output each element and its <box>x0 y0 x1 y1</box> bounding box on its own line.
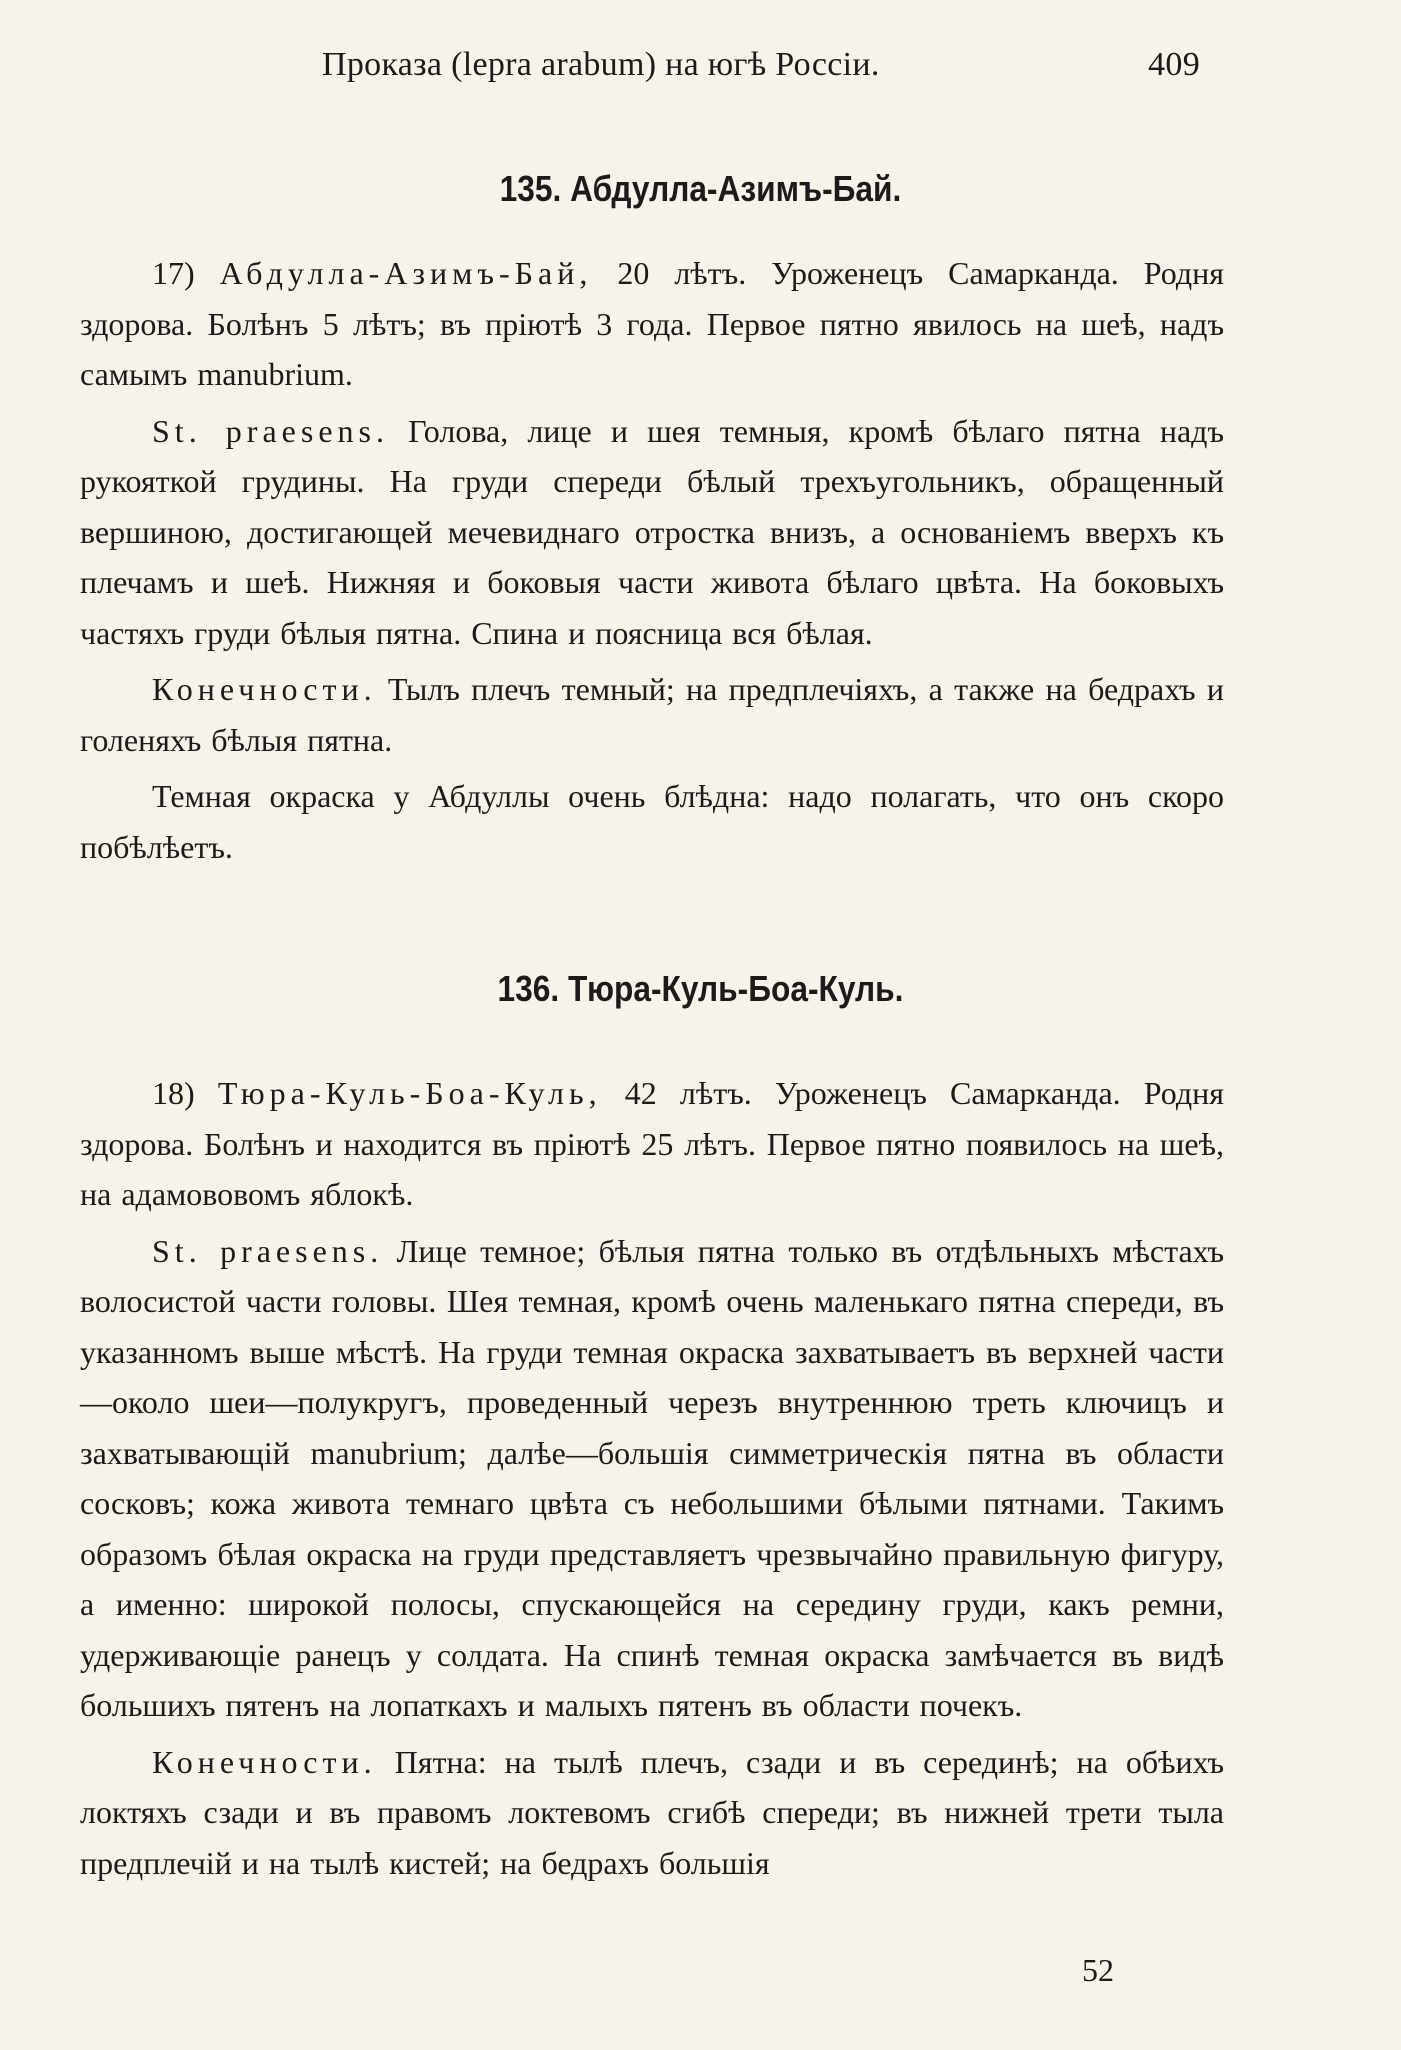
paragraph <box>80 664 1224 765</box>
paragraph-text: 20 лѣтъ. Уроженецъ Самарканда. Родня здорова. Болѣнъ 5 лѣтъ; въ пріютѣ 3 года. Первое пятно явилось на шеѣ, надъ самымъ manubrium. <box>80 255 1224 392</box>
paragraph-text: Лице темное; бѣлыя пятна только въ отдѣльныхъ мѣстахъ волосистой части головы. Шея темная, кромѣ очень маленькаго пятна спереди, въ указанномъ выше мѣстѣ. На груди темная окраска захватываетъ въ верхней части—около шеи—полукругъ, проведенный черезъ внутреннюю треть ключицъ и захватывающій manubrium; далѣе—большія симметрическія пятна въ области сосковъ; кожа живота темнаго цвѣта съ небольшими бѣлыми пятнами. Такимъ образомъ бѣлая окраска на груди представляетъ чрезвычайно правильную фигуру, а именно: широкой полосы, спускающейся на середину груди, какъ ремни, удерживающіе ранецъ у солдата. На спинѣ темная окраска замѣчается въ видѣ большихъ пятенъ на лопаткахъ и малыхъ пятенъ въ области почекъ. <box>80 1232 1225 1723</box>
case-number: 17) <box>152 255 220 291</box>
subheading-limbs: Конечности. <box>152 671 377 707</box>
patient-name: Абдулла-Азимъ-Бай, <box>219 255 593 291</box>
paragraph-text: Тылъ плечъ темный; на предплечіяхъ, а также на бедрахъ и голеняхъ бѣлыя пятна. <box>80 671 1224 758</box>
page-number: 409 <box>1148 46 1200 83</box>
section-title-136: 136. Тюра-Куль-Боа-Куль. <box>497 968 904 1009</box>
subheading-status: St. praesens. <box>152 1232 384 1269</box>
subheading-status: St. praesens. <box>152 412 389 449</box>
paragraph-text: 42 лѣтъ. Уроженецъ Самарканда. Родня здорова. Болѣнъ и находится въ пріютѣ 25 лѣтъ. Первое пятно появилось на шеѣ, на адамововомъ яблокѣ. <box>80 1075 1225 1212</box>
paragraph <box>80 248 1224 400</box>
paragraph <box>80 406 1224 659</box>
paragraph-text: Пятна: на тылѣ плечъ, сзади и въ серединѣ; на обѣихъ локтяхъ сзади и въ правомъ локтевомъ сгибѣ спереди; въ нижней трети тыла предплечій и на тылѣ кистей; на бедрахъ большія <box>80 1743 1224 1881</box>
section-title-135: 135. Абдулла-Азимъ-Бай. <box>499 168 902 209</box>
section-body-135 <box>80 248 1224 872</box>
case-number: 18) <box>152 1075 218 1111</box>
paragraph-text: Голова, лице и шея темныя, кромѣ бѣлаго пятна надъ рукояткой грудины. На груди спереди бѣлый трехъугольникъ, обращенный вершиною, достигающей мечевиднаго отростка внизъ, а основаніемъ вверхъ къ плечамъ и шеѣ. Нижняя и боковыя части живота бѣлаго цвѣта. На боковыхъ частяхъ груди бѣлыя пятна. Спина и поясница вся бѣлая. <box>80 412 1224 651</box>
paragraph <box>80 1068 1224 1220</box>
running-head <box>300 38 1200 88</box>
paragraph <box>80 771 1224 872</box>
paragraph <box>80 1226 1224 1731</box>
signature-mark: 52 <box>1082 1952 1114 1988</box>
section-body-136 <box>80 1068 1224 1888</box>
running-title: Проказа (lepra arabum) на югѣ Россіи. <box>322 46 880 83</box>
paragraph <box>80 1737 1224 1889</box>
paragraph-text: Темная окраска у Абдуллы очень блѣдна: надо полагать, что онъ скоро побѣлѣетъ. <box>80 778 1224 865</box>
subheading-limbs: Конечности. <box>152 1743 377 1780</box>
patient-name: Тюра-Куль-Боа-Куль, <box>217 1075 602 1111</box>
